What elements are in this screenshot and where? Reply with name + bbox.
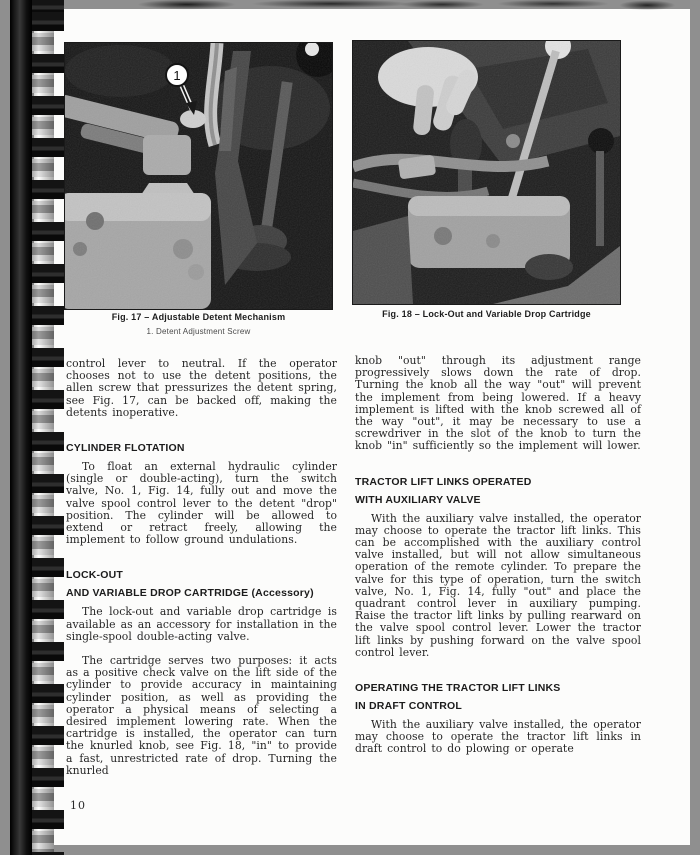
paragraph-draft-control: With the auxiliary valve installed, the operator may choose to operate the tractor lift links in draft control to do plowing or operate bbox=[355, 718, 641, 756]
lockout-cartridge-illustration bbox=[353, 41, 620, 304]
callout-1-label: 1 bbox=[173, 68, 181, 83]
binding-spine bbox=[10, 0, 32, 855]
heading-lockout-cartridge: LOCK-OUT AND VARIABLE DROP CARTRIDGE (Accessory) bbox=[66, 569, 314, 600]
paragraph-lockout-1: The lock-out and variable drop cartridge is available as an accessory for installation in the single-spool double-acting valve. bbox=[66, 605, 337, 643]
left-text-column bbox=[66, 358, 337, 789]
page-number: 10 bbox=[70, 799, 86, 812]
paragraph-detent-continuation: control lever to neutral. If the operator chooses not to use the detent positions, the allen screw that pressurizes the detent spring, see Fig. 17, can be backed off, making the detents inoperative. bbox=[66, 357, 337, 419]
heading-draft-control: OPERATING THE TRACTOR LIFT LINKS IN DRAFT CONTROL bbox=[355, 682, 561, 713]
heading-cylinder-flotation: CYLINDER FLOTATION bbox=[66, 442, 185, 455]
paragraph-lift-links: With the auxiliary valve installed, the operator may choose to operate the tractor lift links. This can be accomplished with the auxiliary control valve installed, but will not allow simultaneous operation of the remote cylinder. To prepare the valve for this type of operation, turn the switch valve, No. 1, Fig. 14, fully "out" and place the quadrant control lever in auxiliary pumping. Raise the tractor lift links by pulling rearward on the valve spool control lever. Lower the tractor lift links by pushing forward on the valve spool control lever. bbox=[355, 511, 641, 659]
figure-17-caption: Fig. 17 – Adjustable Detent Mechanism bbox=[111, 312, 286, 322]
figure-18-caption: Fig. 18 – Lock-Out and Variable Drop Cartridge bbox=[382, 309, 591, 319]
paragraph-cylinder-flotation: To float an external hydraulic cylinder (single or double-acting), turn the switch valve, No. 1, Fig. 14, fully out and move the valve spool control lever to the detent "drop" position. The cylinder will be allowed to extend or retract freely, allowing the implement to follow ground undulations. bbox=[66, 460, 337, 547]
paragraph-lockout-2: The cartridge serves two purposes: it acts as a positive check valve on the lift side of the cylinder to provide accuracy in maintaining cylinder position, as well as providing the operator a physical means of selecting a desired implement lowering rate. When the cartridge is installed, the operator can turn the knurled knob, see Fig. 18, "in" to provide a fast, unrestricted rate of drop. Turning the knurled bbox=[66, 654, 337, 777]
right-text-column bbox=[355, 355, 641, 768]
figure-18-photo bbox=[352, 40, 621, 305]
heading-tractor-lift-links: TRACTOR LIFT LINKS OPERATED WITH AUXILIARY VALVE bbox=[355, 475, 532, 506]
scan-artifact-top bbox=[120, 0, 675, 15]
paragraph-knob-continuation: knob "out" through its adjustment range progressively slows down the rate of drop. Turning the knob all the way "out" will prevent the implement from being lowered. If a heavy implement is lifted with the knob screwed all of the way "out", it may be necessary to use a screwdriver in the slot of the knob to turn the knob "in" sufficiently so the implement will lower. bbox=[355, 354, 641, 453]
figure-17-subcaption: 1. Detent Adjustment Screw bbox=[146, 327, 251, 336]
detent-mechanism-illustration bbox=[65, 43, 332, 309]
figure-17-photo bbox=[64, 42, 333, 310]
comb-binding bbox=[6, 0, 64, 855]
